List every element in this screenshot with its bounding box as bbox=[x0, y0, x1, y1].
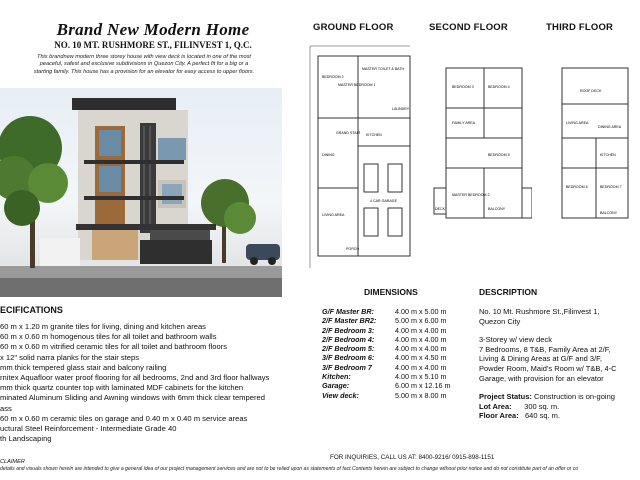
plan-label: DINING bbox=[322, 153, 335, 157]
dimension-value: 4.00 m x 5.00 m bbox=[395, 307, 447, 316]
description-feature-line: 7 Bedrooms, 8 T&B, Family Area at 2/F, bbox=[479, 344, 611, 354]
property-address: NO. 10 MT. RUSHMORE ST., FILINVEST 1, Q.C. bbox=[54, 40, 252, 50]
spec-item: minated Aluminum Sliding and Awning windows with 6mm thick clear tempered bbox=[0, 393, 265, 403]
dimension-label: 3/F Bedroom 7 bbox=[322, 362, 372, 372]
third-floor-title: THIRD FLOOR bbox=[546, 22, 614, 33]
disclaimer-title: CLAIMER bbox=[0, 459, 25, 465]
spec-item: 60 m x 0.60 m homogenous tiles for all toilet and bathroom walls bbox=[0, 332, 217, 342]
spec-item: 60 m x 0.60 m ceramic tiles on garage and 0.40 m x 0.40 m service areas bbox=[0, 413, 248, 423]
dimension-row bbox=[322, 391, 451, 400]
plan-label: MASTER BEDROOM 2 bbox=[452, 193, 490, 197]
plan-label: GRAND STAIR bbox=[336, 131, 361, 135]
project-status-value: Construction is on-going bbox=[534, 392, 615, 402]
dimension-label: View deck: bbox=[322, 390, 359, 400]
description-feature-line: Garage, with provision for an elevator bbox=[479, 373, 604, 383]
spec-item: 60 m x 1.20 m granite tiles for living, dining and kitchen areas bbox=[0, 322, 206, 331]
description-feature-line: Living & Dining Areas at G/F and 3/F, bbox=[479, 354, 602, 364]
plan-label: BEDROOM 7 bbox=[600, 185, 622, 189]
plan-label: PORCH bbox=[346, 247, 359, 251]
dimension-value: 4.00 m x 4.00 m bbox=[395, 325, 447, 335]
dimension-value: 6.00 m x 12.16 m bbox=[395, 381, 451, 391]
plan-label: ROOF DECK bbox=[580, 89, 602, 93]
third-floor-plan bbox=[540, 38, 640, 238]
dimension-row bbox=[322, 353, 451, 362]
dimension-value: 4.00 m x 4.50 m bbox=[395, 353, 447, 363]
dimension-label: G/F Master BR: bbox=[322, 307, 374, 316]
plan-label: LAUNDRY bbox=[392, 107, 410, 111]
plan-label: MASTER TOILET & BATH bbox=[362, 67, 405, 71]
dimension-label: Garage: bbox=[322, 381, 350, 391]
plan-label: BEDROOM 5 bbox=[488, 153, 510, 157]
dimension-label: 2/F Bedroom 4: bbox=[322, 334, 375, 344]
spec-item: ass bbox=[0, 403, 12, 413]
plan-label: BALCONY bbox=[600, 211, 618, 215]
description-address-line: No. 10 Mt. Rushmore St.,Filinvest 1, bbox=[479, 307, 600, 316]
spec-item: mm thick tempered glass stair and balcony railing bbox=[0, 362, 167, 372]
project-status-label: Project Status: bbox=[479, 392, 532, 402]
plan-label: BEDROOM 2 bbox=[322, 75, 344, 79]
spec-item: rnitex Aquafloor water proof flooring for all bedrooms, 2nd and 3rd floor hallways bbox=[0, 373, 270, 383]
plan-label: BALCONY bbox=[488, 207, 506, 211]
dimensions-title: DIMENSIONS bbox=[364, 287, 418, 297]
floor-area-label: Floor Area: bbox=[479, 411, 519, 421]
dimension-value: 4.00 m x 4.00 m bbox=[395, 334, 447, 344]
dimension-value: 4.00 m x 4.00 m bbox=[395, 344, 447, 354]
dimension-row bbox=[322, 372, 451, 381]
lot-area bbox=[479, 402, 640, 412]
dimension-row bbox=[322, 381, 451, 390]
second-floor-title: SECOND FLOOR bbox=[429, 22, 508, 33]
dimension-label: 2/F Master BR2: bbox=[322, 316, 377, 326]
dimension-row bbox=[322, 344, 451, 353]
lot-area-value: 300 sq. m. bbox=[524, 401, 560, 411]
plan-label: FAMILY AREA bbox=[452, 121, 476, 125]
plan-label: 4 CAR GARAGE bbox=[370, 199, 397, 203]
page-title: Brand New Modern Home bbox=[56, 20, 250, 39]
floor-area-value: 640 sq. m. bbox=[525, 411, 561, 421]
specifications-title: ECIFICATIONS bbox=[0, 305, 63, 315]
plan-label: BEDROOM 4 bbox=[488, 85, 510, 89]
inquiries-contact: FOR INQUIRIES, CALL US AT: 8400-9216/ 0915-898-1151 bbox=[330, 454, 495, 461]
ground-floor-plan bbox=[306, 38, 418, 276]
plan-label: DINING AREA bbox=[598, 125, 622, 129]
dimension-value: 4.00 m x 4.00 m bbox=[395, 362, 447, 372]
dimension-row bbox=[322, 316, 451, 325]
house-exterior-photo bbox=[0, 88, 282, 297]
plan-label: BEDROOM 3 bbox=[452, 85, 474, 89]
plan-label: LIVING AREA bbox=[322, 213, 345, 217]
floor-area bbox=[479, 411, 640, 421]
description-feature-line: 3-Storey w/ view deck bbox=[479, 335, 552, 345]
description-block bbox=[479, 307, 640, 421]
dimension-label: Kitchen: bbox=[322, 372, 351, 382]
dimension-row bbox=[322, 307, 451, 316]
spec-item: 60 m x 0.60 m vitrified ceramic tiles for all toilet and bathroom floors bbox=[0, 342, 228, 352]
house-illustration bbox=[0, 88, 282, 297]
project-status bbox=[479, 392, 640, 402]
plan-label: KITCHEN bbox=[366, 133, 382, 137]
dimension-row bbox=[322, 363, 451, 372]
plan-label: KITCHEN bbox=[600, 153, 616, 157]
intro-paragraph bbox=[6, 54, 282, 76]
dimension-value: 4.00 m x 5.10 m bbox=[395, 372, 447, 382]
intro-line: peaceful, safest and exclusive subdivisions in Quezon City. A perfect fit for a big or a bbox=[39, 61, 249, 68]
plan-label: LIVING AREA bbox=[566, 121, 589, 125]
description-feature-line: Powder Room, Maid's Room w/ T&B, 4-C bbox=[479, 363, 617, 373]
dimensions-table bbox=[322, 307, 451, 400]
plan-label: DECK bbox=[435, 207, 445, 211]
specifications-list bbox=[0, 322, 318, 444]
lot-area-label: Lot Area: bbox=[479, 401, 512, 411]
intro-line: starting family. This house has a provision for an elevator for easy access to upper floors. bbox=[33, 68, 255, 75]
dimension-label: 2/F Bedroom 5: bbox=[322, 344, 375, 354]
spec-item: x 12" solid narra planks for the stair steps bbox=[0, 352, 140, 362]
spec-item: uctural Steel Reinforcement - Intermediate Grade 40 bbox=[0, 424, 177, 434]
intro-line: This brandnew modern three storey house with view deck is located in one of the most bbox=[37, 54, 251, 60]
dimension-row bbox=[322, 326, 451, 335]
spec-item: mm thick quartz counter top with laminated MDF cabinets for the kitchen bbox=[0, 383, 244, 393]
spec-item: th Landscaping bbox=[0, 434, 52, 444]
dimension-label: 3/F Bedroom 6: bbox=[322, 353, 375, 363]
dimension-value: 5.00 m x 6.00 m bbox=[395, 316, 447, 326]
description-title: DESCRIPTION bbox=[479, 287, 538, 297]
plan-label: MASTER BEDROOM 1 bbox=[338, 83, 376, 87]
dimension-row bbox=[322, 335, 451, 344]
plan-label: BEDROOM 6 bbox=[566, 185, 588, 189]
ground-floor-title: GROUND FLOOR bbox=[313, 22, 394, 33]
description-address-line: Quezon City bbox=[479, 316, 521, 326]
dimension-value: 5.00 m x 8.00 m bbox=[395, 390, 447, 400]
dimension-label: 2/F Bedroom 3: bbox=[322, 325, 375, 335]
disclaimer-text: details and visuals shown herein are intended to give a general idea of our project management services and are not to be relied upon as statements of fact.Contents herein are subject to change without prior notice and do not constitute part of an offer or co bbox=[0, 466, 579, 472]
second-floor-plan bbox=[428, 38, 532, 238]
